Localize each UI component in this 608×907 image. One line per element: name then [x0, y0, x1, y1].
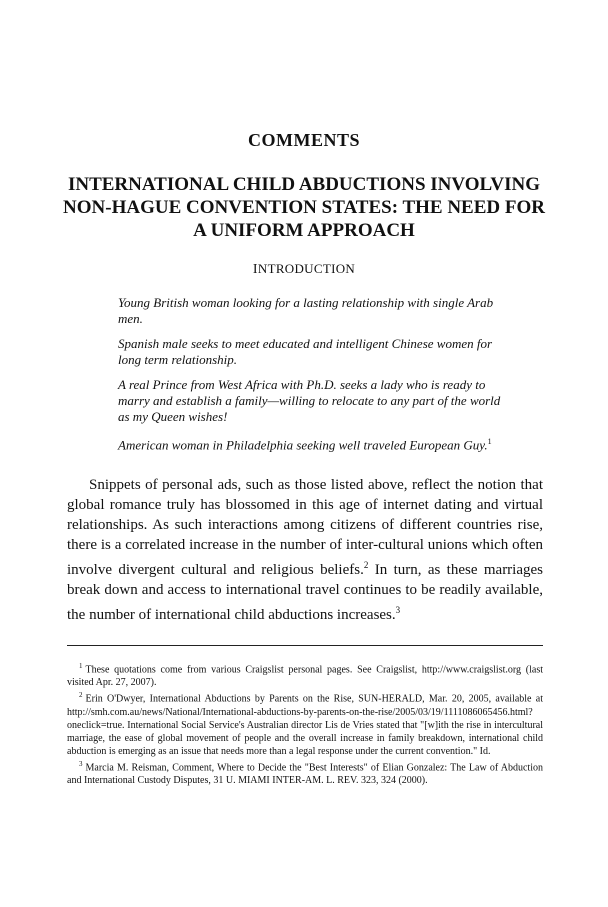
body-part-1: Snippets of personal ads, such as those listed above, reflect the notion that global romance truly has blossomed in this age of internet dating and virtual relationships. As such interactions among citizens of different countries rise, there is a correlated increase in the number of inter-cultural unions which often involve divergent cultural and religious beliefs.	[67, 477, 543, 578]
body-part-2: In turn, as these marriages break down and access to international travel continues to be readily available, the number of international child abductions increases.	[67, 562, 543, 623]
footnote-number: 1	[79, 662, 83, 670]
footnote-1	[67, 660, 543, 689]
personal-ad-4	[118, 434, 513, 453]
footnote-ref-3: 3	[395, 605, 401, 615]
footnote-text: Marcia M. Reisman, Comment, Where to Decide the "Best Interests" of Elian Gonzalez: The Law of Abduction and International Custody Disputes, 31 U. MIAMI INTER-AM. L. REV. 323, 324 (2000).	[67, 761, 543, 786]
body-paragraph	[67, 475, 543, 625]
footnote-ref-1: 1	[487, 437, 492, 446]
footnote-divider	[67, 645, 543, 646]
intro-initial: I	[252, 262, 258, 277]
intro-rest: NTRODUCTION	[257, 261, 356, 276]
footnote-text: Erin O'Dwyer, International Abductions by Parents on the Rise, SUN-HERALD, Mar. 20, 2005, available at http://smh.com.au/news/National/International-abductions-by-parents-on-the-rise/2005/03/19/1111086065456.html?oneclick=true. International Social Service's Australian director Lis de Vries stated that "[w]ith the rise in intercultural marriage, the ease of global movement of people and the overall increase in family breakdown, international child abduction is emerging as an issue that needs more than a legal response under the current convention." Id.	[67, 693, 543, 757]
ad-4-text: American woman in Philadelphia seeking well traveled European Guy.	[118, 437, 488, 453]
footnote-ref-2: 2	[363, 560, 369, 570]
footnotes	[67, 660, 543, 787]
introduction-heading	[0, 261, 608, 278]
footnote-number: 3	[79, 759, 83, 768]
footnote-number: 2	[79, 691, 83, 700]
section-heading: COMMENTS	[248, 130, 360, 150]
footnote-2	[67, 689, 543, 757]
footnote-text: These quotations come from various Craigslist personal pages. See Craigslist, http://www.craigslist.org (last visited Apr. 27, 2007).	[67, 664, 543, 689]
personal-ad-1: Young British woman looking for a lasting relationship with single Arab men.	[118, 295, 494, 326]
personal-ad-3: A real Prince from West Africa with Ph.D. seeks a lady who is ready to marry and establish a family—willing to relocate to any part of the world as my Queen wishes!	[118, 377, 501, 424]
personal-ad-2: Spanish male seeks to meet educated and intelligent Chinese women for long term relationship.	[118, 336, 493, 367]
footnote-3	[67, 758, 543, 787]
article-title: INTERNATIONAL CHILD ABDUCTIONS INVOLVING NON-HAGUE CONVENTION STATES: THE NEED FOR A UNIFORM APPROACH	[63, 174, 545, 241]
